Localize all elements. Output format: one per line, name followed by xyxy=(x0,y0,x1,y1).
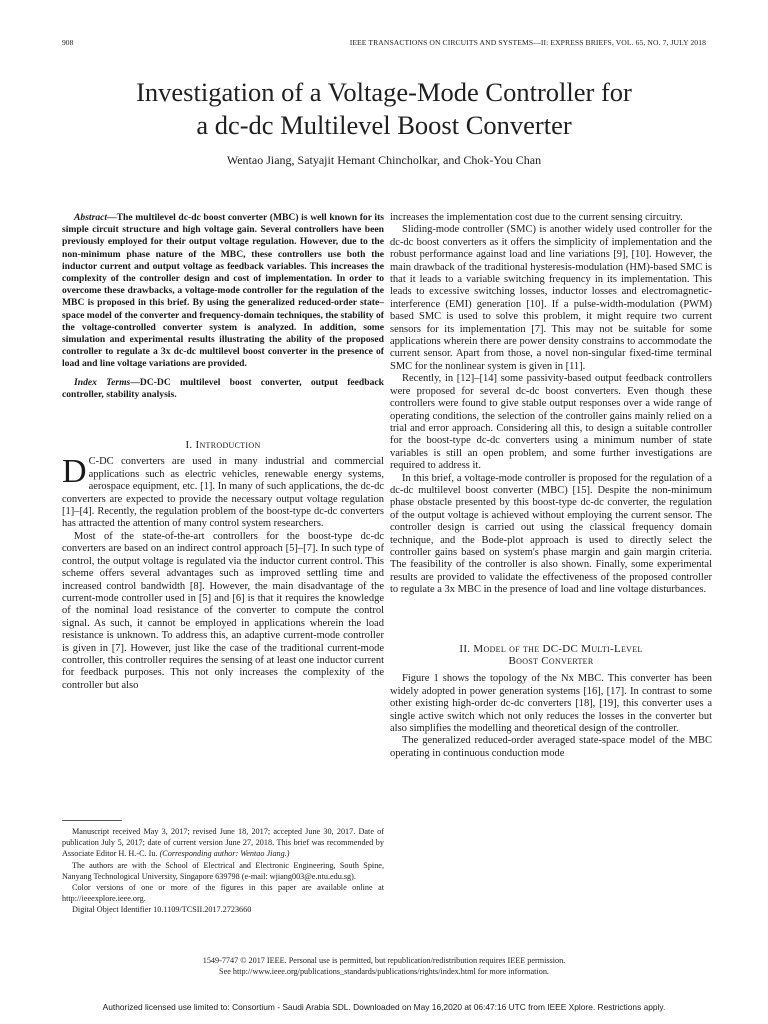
section-numeral: II. xyxy=(459,642,471,655)
drop-cap: D xyxy=(62,453,87,491)
section-heading-introduction xyxy=(62,439,384,451)
footnote-corresponding: (Corresponding author: Wentao Jiang.) xyxy=(159,849,290,859)
model-paragraph-2: The generalized reduced-order averaged state-space model of the MBC operating in continuous conduction mode xyxy=(390,735,712,759)
index-terms xyxy=(62,377,384,401)
paper-title xyxy=(40,76,728,142)
footnote-doi: Digital Object Identifier 10.1109/TCSII.2017.2723660 xyxy=(72,905,252,915)
section-title-line-1: Model of the DC-DC Multi-Level xyxy=(473,642,643,655)
right-paragraph-0: increases the implementation cost due to the current sensing circuitry. xyxy=(390,212,683,223)
authorized-use-notice: Authorized licensed use limited to: Consortium - Saudi Arabia SDL. Downloaded on May 16,2020 at 06:47:16 UTC from IEEE Xplore. Restrictions apply. xyxy=(102,1002,666,1012)
index-terms-label: Index Terms xyxy=(74,376,131,388)
page-number: 908 xyxy=(62,38,74,47)
section-title: Introduction xyxy=(195,439,261,452)
running-header xyxy=(62,38,706,50)
section-title-line-2: Boost Converter xyxy=(508,655,594,667)
right-paragraph-1: Sliding-mode controller (SMC) is another widely used controller for the dc-dc boost converters as it offers the simplicity of implementation and the robust performance against load and line variations [9], [10]. However, the main drawback of the traditional hysteresis-modulation (HM)-based SMC is that it leads to a variable switching frequency in its implementation. This leads to excessive switching losses, inductor losses and electromagnetic-interference (EMI) generation [10]. If a pulse-width-modulation (PWM) based SMC is used to solve this problem, it might require two current sensors for its implementation [7]. This may not be suitable for some applications wherein there are power density constrains to accommodate the current sensor. Apart from those, a novel non-singular fixed-time terminal SMC for the nonlinear system is given in [11]. xyxy=(390,224,712,372)
copyright-line-1: 1549-7747 © 2017 IEEE. Personal use is permitted, but republication/redistribution requires IEEE permission. xyxy=(202,956,566,965)
left-column xyxy=(62,212,384,692)
author-list: Wentao Jiang, Satyajit Hemant Chincholkar, and Chok-You Chan xyxy=(226,153,542,167)
footnote-received: Manuscript received May 3, 2017; revised June 18, 2017; accepted June 30, 2017. Date of publication July 5, 2017; date of current version June 27, 2018. This brief was recommended by Associate Editor H. H.-C. Iu. xyxy=(62,827,384,859)
paper-title-line-2: a dc-dc Multilevel Boost Converter xyxy=(196,110,572,140)
footnote-color: Color versions of one or more of the figures in this paper are available online at http://ieeexplore.ieee.org. xyxy=(62,883,384,904)
model-paragraph-1: Figure 1 shows the topology of the Nx MBC. This converter has been widely adopted in power generation systems [16], [17]. In contrast to some other existing high-order dc-dc converters [18], [19], this converter uses a single active switch which not only reduces the losses in the converter but also simplifies the modelling and theoretical design of the controller. xyxy=(390,673,712,735)
intro-paragraph-1 xyxy=(62,453,384,530)
footnote-affiliation: The authors are with the School of Electrical and Electronic Engineering, South Spine, Nanyang Technological University, Singapore 639798 (e-mail: wjiang003@e.ntu.edu.sg). xyxy=(62,860,384,881)
copyright-notice xyxy=(100,955,668,977)
index-terms-text: —DC-DC multilevel boost converter, output feedback controller, stability analysis. xyxy=(62,376,384,400)
intro-paragraph-2: Most of the state-of-the-art controllers for the boost-type dc-dc converters are based on an indirect control approach [5]–[7]. In such type of control, the output voltage is regulated via the inductor current control. This scheme offers several advantages such as improved settling time and increased control bandwidth [8]. However, the main disadvantage of the current-mode controller used in [5] and [6] is that it requires the knowledge of the nominal load resistance of the converter to compute the control signal. As such, it cannot be employed in applications wherein the load resistance is unknown. To address this, an adaptive current-mode controller is given in [7]. However, just like the case of the traditional current-mode controller, this controller requires the sensing of at least one inductor current for feedback purposes. This not only increases the complexity of the controller but also xyxy=(62,530,384,691)
abstract-text: —The multilevel dc-dc boost converter (MBC) is well known for its simple circuit structure and high voltage gain. Several controllers have been previously employed for their output voltage regulation. However, due to the non-minimum phase nature of the MBC, these controllers use both the inductor current and output voltage as feedback variables. This increases the complexity of the controller design and cost of implementation. In order to overcome these drawbacks, a voltage-mode controller for the regulation of the MBC is proposed in this brief. By using the generalized reduced-order state–space model of the converter and frequency-domain techniques, the stability of the voltage-controlled converter system is analyzed. In addition, some simulation and experimental results illustrating the ability of the proposed controller to regulate a 3x dc-dc multilevel boost converter in the presence of load and line voltage variations are provided. xyxy=(62,212,384,370)
abstract-label: Abstract xyxy=(74,212,108,223)
journal-header: IEEE TRANSACTIONS ON CIRCUITS AND SYSTEMS—II: EXPRESS BRIEFS, VOL. 65, NO. 7, JULY 2018 xyxy=(349,38,706,47)
right-paragraph-3: In this brief, a voltage-mode controller is proposed for the regulation of a dc-dc multilevel boost converter (MBC) [15]. Despite the non-minimum phase obstacle presented by this boost-type dc-dc converter, the regulation of the output voltage is achieved without employing the current sensor. The controller design is carried out using the classical frequency domain technique, and the Bode-plot approach is used to directly select the controller gains based on system's phase margin and gain margin criteria. The feasibility of the controller is also shown. Finally, some experimental results are provided to validate the effectiveness of the proposed controller to regulate a 3x MBC in the presence of load and line voltage disturbances. xyxy=(390,472,712,596)
section-heading-model xyxy=(390,643,712,668)
paper-title-line-1: Investigation of a Voltage-Mode Controller for xyxy=(136,77,632,107)
copyright-line-2: See http://www.ieee.org/publications_standards/publications/rights/index.html for more information. xyxy=(219,967,549,976)
footnote xyxy=(62,826,384,916)
footnote-rule xyxy=(62,820,122,821)
abstract xyxy=(62,212,384,371)
right-paragraph-2: Recently, in [12]–[14] some passivity-based output feedback controllers were proposed for several dc-dc boost converters. Even though these controllers were found to give stable output responses over a wide range of operating conditions, the selection of the controller gains mainly relied on a trial and error approach. Considering all this, to design a suitable controller for the boost-type dc-dc converters using a minimum number of state variables is still an open problem, and some further investigations are required to address it. xyxy=(390,373,712,472)
intro-paragraph-1-text: C-DC converters are used in many industrial and commercial applications such as electric vehicles, renewable energy systems, aerospace equipment, etc. [1]. In many of such applications, the dc-dc converters are expected to provide the necessary output voltage regulation [1]–[4]. Recently, the regulation problem of the boost-type dc-dc converters has attracted the attention of many control system researchers. xyxy=(62,456,384,530)
section-numeral: I. xyxy=(185,439,193,452)
right-column xyxy=(390,212,712,760)
